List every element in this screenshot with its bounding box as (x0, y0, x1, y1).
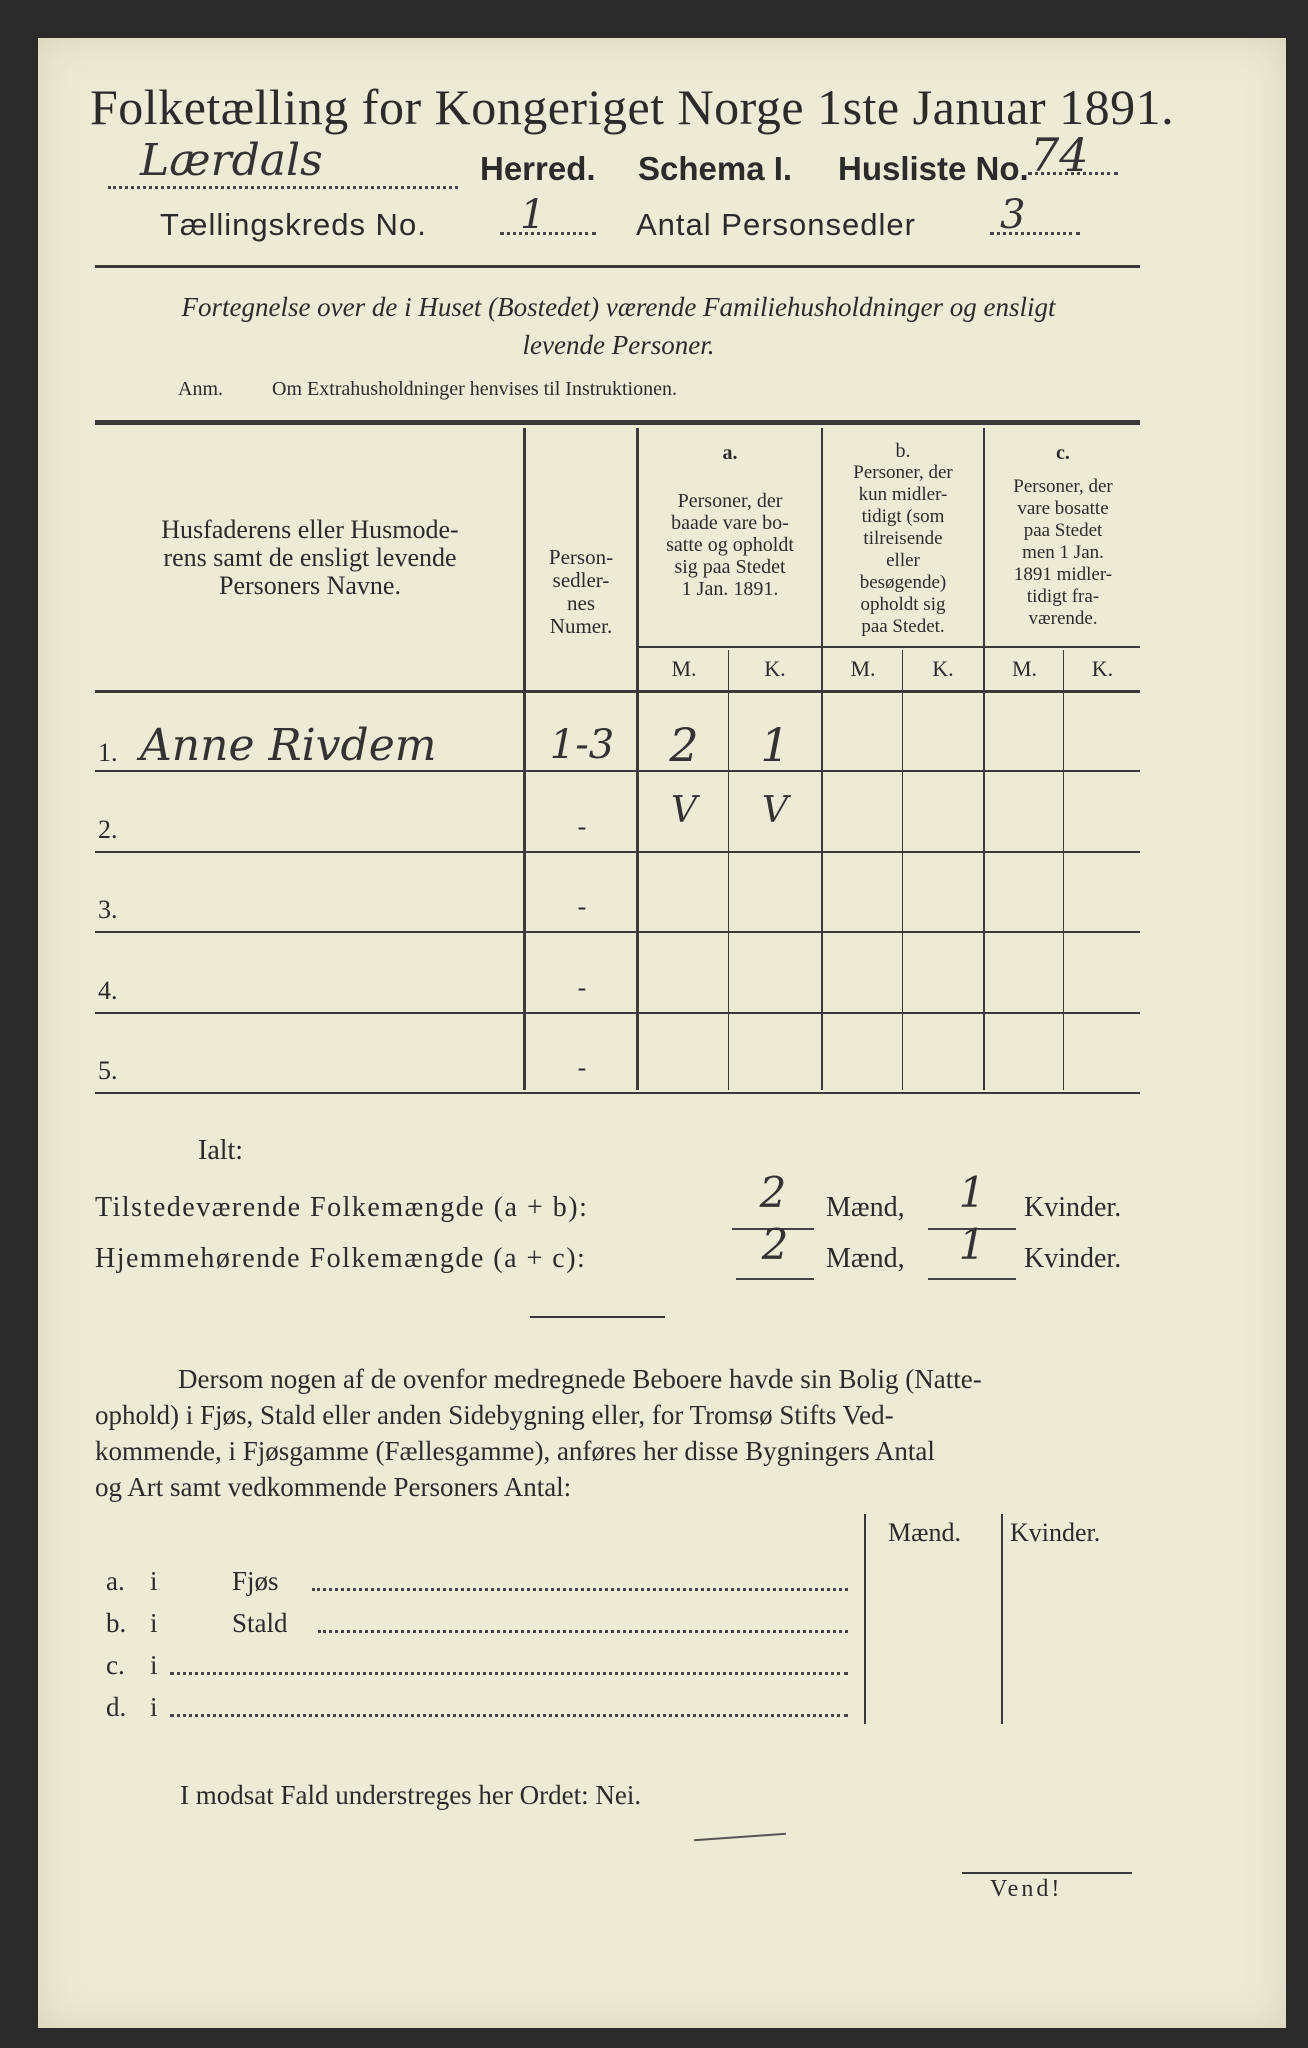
table-top-rule (95, 420, 1140, 425)
row-sedler: - (577, 892, 587, 921)
hjemme-m-value: 2 (761, 1220, 789, 1269)
tilstede-label: Tilstedeværende Folkemængde (a + b): (95, 1192, 589, 1223)
col-divider-3 (821, 428, 823, 1090)
row-a-k: V (762, 790, 788, 831)
antal-label: Antal Personsedler (636, 207, 916, 242)
row-sedler: 1-3 (549, 722, 615, 768)
building-c-i: i (150, 1650, 158, 1680)
building-c-dots (170, 1672, 848, 1675)
antal-number: 3 (1000, 192, 1026, 238)
husliste-dots (1028, 172, 1118, 175)
names-column-header: Husfaderens eller Husmode- rens samt de ensligt levende Personers Navne. (161, 515, 459, 600)
hjemme-label: Hjemmehørende Folkemængde (a + c): (95, 1243, 587, 1274)
buildings-line-3: kommende, i Fjøsgamme (Fællesgamme), anføres her disse Bygningers Antal (95, 1436, 935, 1466)
row-number: 3. (98, 895, 118, 924)
hjemme-k-value: 1 (958, 1220, 986, 1269)
row-line-2 (95, 851, 1140, 853)
row-number: 1. (98, 738, 118, 767)
col-a-header: Personer, der baade vare bo- satte og opholdt sig paa Stedet 1 Jan. 1891. (666, 490, 794, 600)
row-number: 5. (98, 1056, 118, 1085)
husliste-label: Husliste No. (838, 150, 1029, 187)
building-a-letter: a. (106, 1566, 125, 1596)
form-title: Folketælling for Kongeriget Norge 1ste Januar 1891. (90, 79, 1175, 135)
b-m-label: M. (850, 656, 876, 681)
hjemme-k-line (928, 1278, 1016, 1280)
buildings-line-4: og Art samt vedkommende Personers Antal: (95, 1472, 572, 1502)
anm-text: Om Extrahusholdninger henvises til Instruktionen. (272, 378, 677, 400)
c-k-label: K. (1091, 656, 1114, 681)
ak-divider (728, 650, 729, 1090)
building-a-i: i (150, 1566, 158, 1596)
row-a-m: 2 (669, 718, 699, 772)
row-line-3 (95, 931, 1140, 933)
building-a-dots (312, 1588, 848, 1591)
kreds-label: Tællingskreds No. (160, 207, 427, 242)
buildings-maend-header: Mænd. (888, 1518, 961, 1547)
col-divider-1 (523, 428, 526, 1090)
kreds-dots (500, 232, 596, 235)
sedler-column-header: Person- sedler- nes Numer. (548, 545, 614, 638)
ck-divider (1063, 650, 1064, 1090)
row-line-5 (95, 1092, 1140, 1094)
building-b-label: Stald (232, 1608, 288, 1638)
hjemme-m-line (736, 1278, 814, 1280)
col-b-letter: b. (895, 440, 911, 462)
building-d-dots (170, 1714, 848, 1717)
schema-label: Schema I. (638, 150, 793, 187)
col-c-header: Personer, der vare bosatte paa Stedet men 1 Jan. 1891 midler- tidigt fra- værende. (1013, 476, 1113, 629)
anm-label: Anm. (178, 378, 223, 400)
b-k-label: K. (932, 656, 954, 681)
building-d-i: i (150, 1692, 158, 1722)
building-b-letter: b. (106, 1608, 127, 1638)
row-sedler: - (577, 1053, 587, 1082)
c-m-label: M. (1011, 656, 1038, 681)
hjemme-kvinder: Kvinder. (1024, 1243, 1122, 1274)
intro-line-1: Fortegnelse over de i Huset (Bostedet) værende Familiehusholdninger og ensligt (181, 292, 1056, 322)
a-k-label: K. (764, 656, 786, 681)
kreds-number: 1 (520, 192, 546, 238)
building-d-letter: d. (106, 1692, 127, 1722)
col-divider-2 (636, 428, 639, 1090)
tilstede-k-value: 1 (958, 1168, 986, 1217)
hjemme-maend: Mænd, (826, 1243, 905, 1274)
buildings-line-2: ophold) i Fjøs, Stald eller anden Sidebygning eller, for Tromsø Stifts Ved- (95, 1400, 894, 1430)
row-sedler: - (577, 812, 587, 841)
building-b-dots (318, 1630, 848, 1633)
building-b-i: i (150, 1608, 158, 1638)
col-b-header: Personer, der kun midler- tidigt (som tilreisende eller besøgende) opholdt sig paa Stedet. (853, 462, 953, 637)
section-divider (530, 1316, 665, 1318)
building-a-label: Fjøs (232, 1566, 279, 1596)
bk-divider (902, 650, 903, 1090)
header-rule (95, 265, 1140, 268)
row-sedler: - (577, 973, 587, 1002)
col-divider-4 (983, 428, 985, 1090)
row-a-k: 1 (760, 718, 790, 772)
row-number: 4. (98, 976, 118, 1005)
buildings-kvinder-header: Kvinder. (1010, 1518, 1101, 1547)
tilstede-m-value: 2 (759, 1168, 787, 1217)
intro-line-2: levende Personer. (522, 330, 715, 360)
vend-rule (962, 1872, 1132, 1874)
row-line-4 (95, 1012, 1140, 1014)
mk-rule (638, 646, 1140, 648)
col-a-letter: a. (722, 442, 738, 464)
tilstede-kvinder: Kvinder. (1024, 1192, 1122, 1223)
building-c-letter: c. (106, 1650, 125, 1680)
buildings-col-divider-2 (1001, 1514, 1003, 1724)
herred-handwritten: Lærdals (140, 135, 323, 186)
modsat-text: I modsat Fald understreges her Ordet: Nei. (180, 1780, 642, 1810)
row-number: 2. (98, 815, 118, 844)
husliste-number: 74 (1030, 128, 1089, 182)
row-a-m: V (671, 790, 697, 831)
ialt-label: Ialt: (198, 1135, 244, 1166)
tilstede-maend: Mænd, (826, 1192, 905, 1223)
vend-text: Vend! (990, 1876, 1063, 1902)
herred-label: Herred. (480, 150, 596, 187)
row-name: Anne Rivdem (140, 720, 437, 771)
buildings-col-divider-1 (864, 1514, 866, 1724)
col-c-letter: c. (1056, 442, 1070, 464)
buildings-line-1: Dersom nogen af de ovenfor medregnede Beboere havde sin Bolig (Natte- (178, 1364, 982, 1394)
a-m-label: M. (671, 656, 697, 681)
